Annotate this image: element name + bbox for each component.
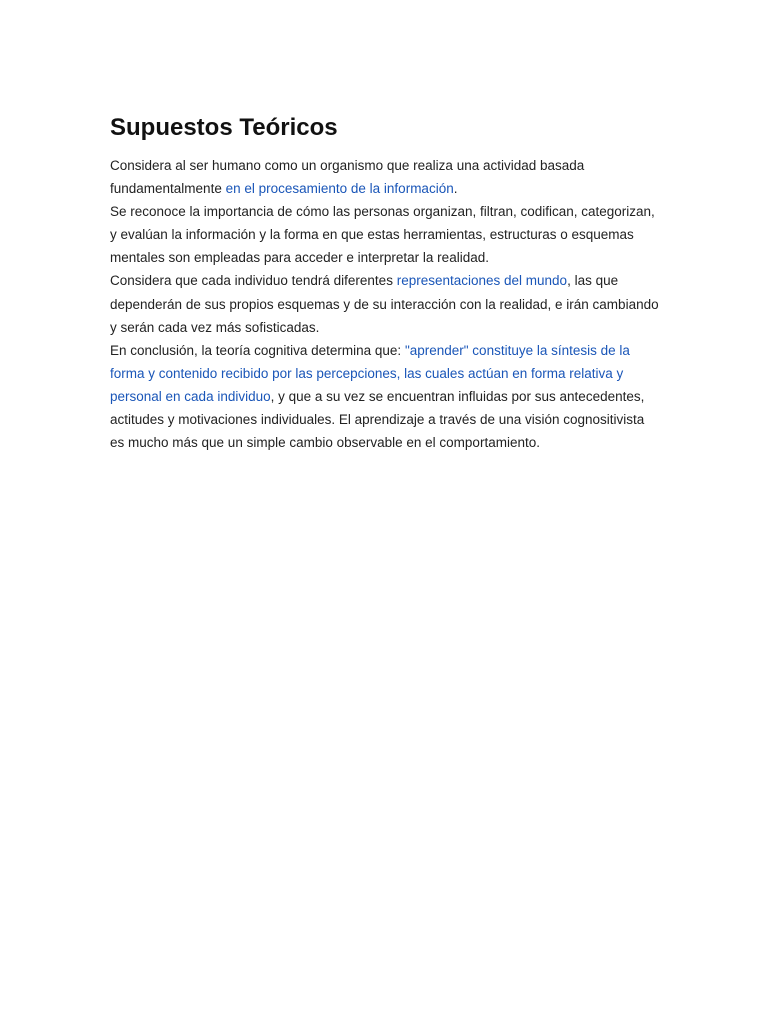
paragraph-3 (110, 269, 662, 338)
paragraph-1 (110, 154, 662, 200)
paragraph-text: Considera al ser humano como un organismo que realiza una actividad basada fundamentalmente (110, 158, 585, 197)
paragraph-text: En conclusión, la teoría cognitiva determina que: (110, 342, 405, 358)
paragraph-text: , y que a su vez se encuentran influidas por sus antecedentes, actitudes y motivaciones individuales. El aprendizaje a través de una visión cognositivista es mucho más que un simple cambio observable en el comportamiento. (110, 388, 645, 451)
page-title: Supuestos Teóricos (110, 114, 338, 141)
paragraph-4 (110, 339, 662, 454)
paragraph-text: Se reconoce la importancia de cómo las personas organizan, filtran, codifican, categorizan, y evalúan la información y la forma en que estas herramientas, estructuras o esquemas mentales son empleadas para acceder e interpretar la realidad. (110, 204, 655, 266)
document-page (110, 112, 662, 454)
paragraph-text: . (453, 181, 458, 197)
paragraph-text: , las que dependerán de sus propios esquemas y de su interacción con la realidad, e irán cambiando y serán cada vez más sofisticadas. (110, 273, 659, 335)
link-representaciones-mundo[interactable]: representaciones del mundo (396, 273, 568, 289)
link-procesamiento-informacion[interactable]: en el procesamiento de la información (225, 181, 454, 197)
paragraph-text: Considera que cada individuo tendrá diferentes (110, 273, 397, 289)
paragraph-2 (110, 200, 662, 269)
link-aprender-sintesis[interactable]: "aprender" constituye la síntesis de la forma y contenido recibido por las percepciones, las cuales actúan en forma relativa y personal en cada individuo (110, 342, 630, 404)
document-body (110, 154, 662, 454)
